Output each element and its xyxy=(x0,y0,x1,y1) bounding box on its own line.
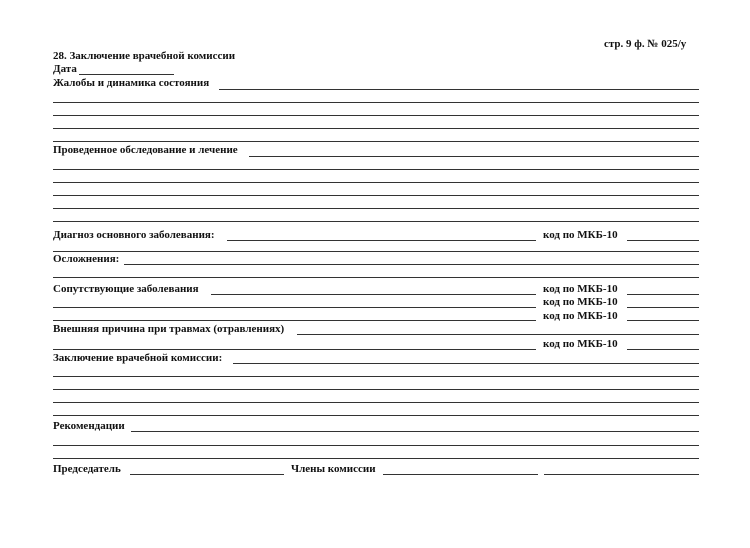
icd-code-field[interactable] xyxy=(627,240,699,241)
member-signature-field[interactable] xyxy=(544,474,699,475)
examination-line[interactable] xyxy=(53,195,699,196)
complaints-line[interactable] xyxy=(53,115,699,116)
conclusion-field[interactable] xyxy=(233,363,699,364)
examination-label: Проведенное обследование и лечение xyxy=(53,144,238,156)
comorbid-field[interactable] xyxy=(211,294,536,295)
diagnosis-line[interactable] xyxy=(53,251,699,252)
complaints-line[interactable] xyxy=(53,102,699,103)
external-cause-label: Внешняя причина при травмах (отравлениях) xyxy=(53,323,285,335)
icd-label: код по МКБ-10 xyxy=(543,283,618,295)
chairman-signature-field[interactable] xyxy=(130,474,284,475)
conclusion-line[interactable] xyxy=(53,402,699,403)
conclusion-line[interactable] xyxy=(53,415,699,416)
member-signature-field[interactable] xyxy=(383,474,538,475)
examination-line[interactable] xyxy=(53,221,699,222)
page-reference: стр. 9 ф. № 025/у xyxy=(604,38,687,50)
complications-field[interactable] xyxy=(124,264,699,265)
date-field[interactable] xyxy=(79,74,174,75)
date-label: Дата xyxy=(53,63,77,75)
examination-line[interactable] xyxy=(53,182,699,183)
examination-line[interactable] xyxy=(53,208,699,209)
form-title: 28. Заключение врачебной комиссии xyxy=(53,50,236,62)
complaints-field[interactable] xyxy=(219,89,699,90)
icd-label: код по МКБ-10 xyxy=(543,229,618,241)
icd-code-field[interactable] xyxy=(627,294,699,295)
comorbid-line[interactable] xyxy=(53,307,536,308)
complications-line[interactable] xyxy=(53,277,699,278)
examination-field[interactable] xyxy=(249,156,699,157)
external-cause-field[interactable] xyxy=(297,334,699,335)
icd-label: код по МКБ-10 xyxy=(543,296,618,308)
icd-code-field[interactable] xyxy=(627,349,699,350)
comorbid-line[interactable] xyxy=(53,320,536,321)
icd-label: код по МКБ-10 xyxy=(543,310,618,322)
diagnosis-label: Диагноз основного заболевания: xyxy=(53,229,215,241)
conclusion-label: Заключение врачебной комиссии: xyxy=(53,352,223,364)
recommendations-line[interactable] xyxy=(53,458,699,459)
icd-label: код по МКБ-10 xyxy=(543,338,618,350)
external-cause-line[interactable] xyxy=(53,349,536,350)
recommendations-field[interactable] xyxy=(131,431,699,432)
members-label: Члены комиссии xyxy=(291,463,376,475)
icd-code-field[interactable] xyxy=(627,307,699,308)
diagnosis-field[interactable] xyxy=(227,240,536,241)
conclusion-line[interactable] xyxy=(53,376,699,377)
complaints-line[interactable] xyxy=(53,128,699,129)
complaints-line[interactable] xyxy=(53,141,699,142)
comorbid-label: Сопутствующие заболевания xyxy=(53,283,199,295)
chairman-label: Председатель xyxy=(53,463,121,475)
recommendations-label: Рекомендации xyxy=(53,420,125,432)
conclusion-line[interactable] xyxy=(53,389,699,390)
icd-code-field[interactable] xyxy=(627,320,699,321)
examination-line[interactable] xyxy=(53,169,699,170)
recommendations-line[interactable] xyxy=(53,445,699,446)
complications-label: Осложнения: xyxy=(53,253,120,265)
complaints-label: Жалобы и динамика состояния xyxy=(53,77,210,89)
